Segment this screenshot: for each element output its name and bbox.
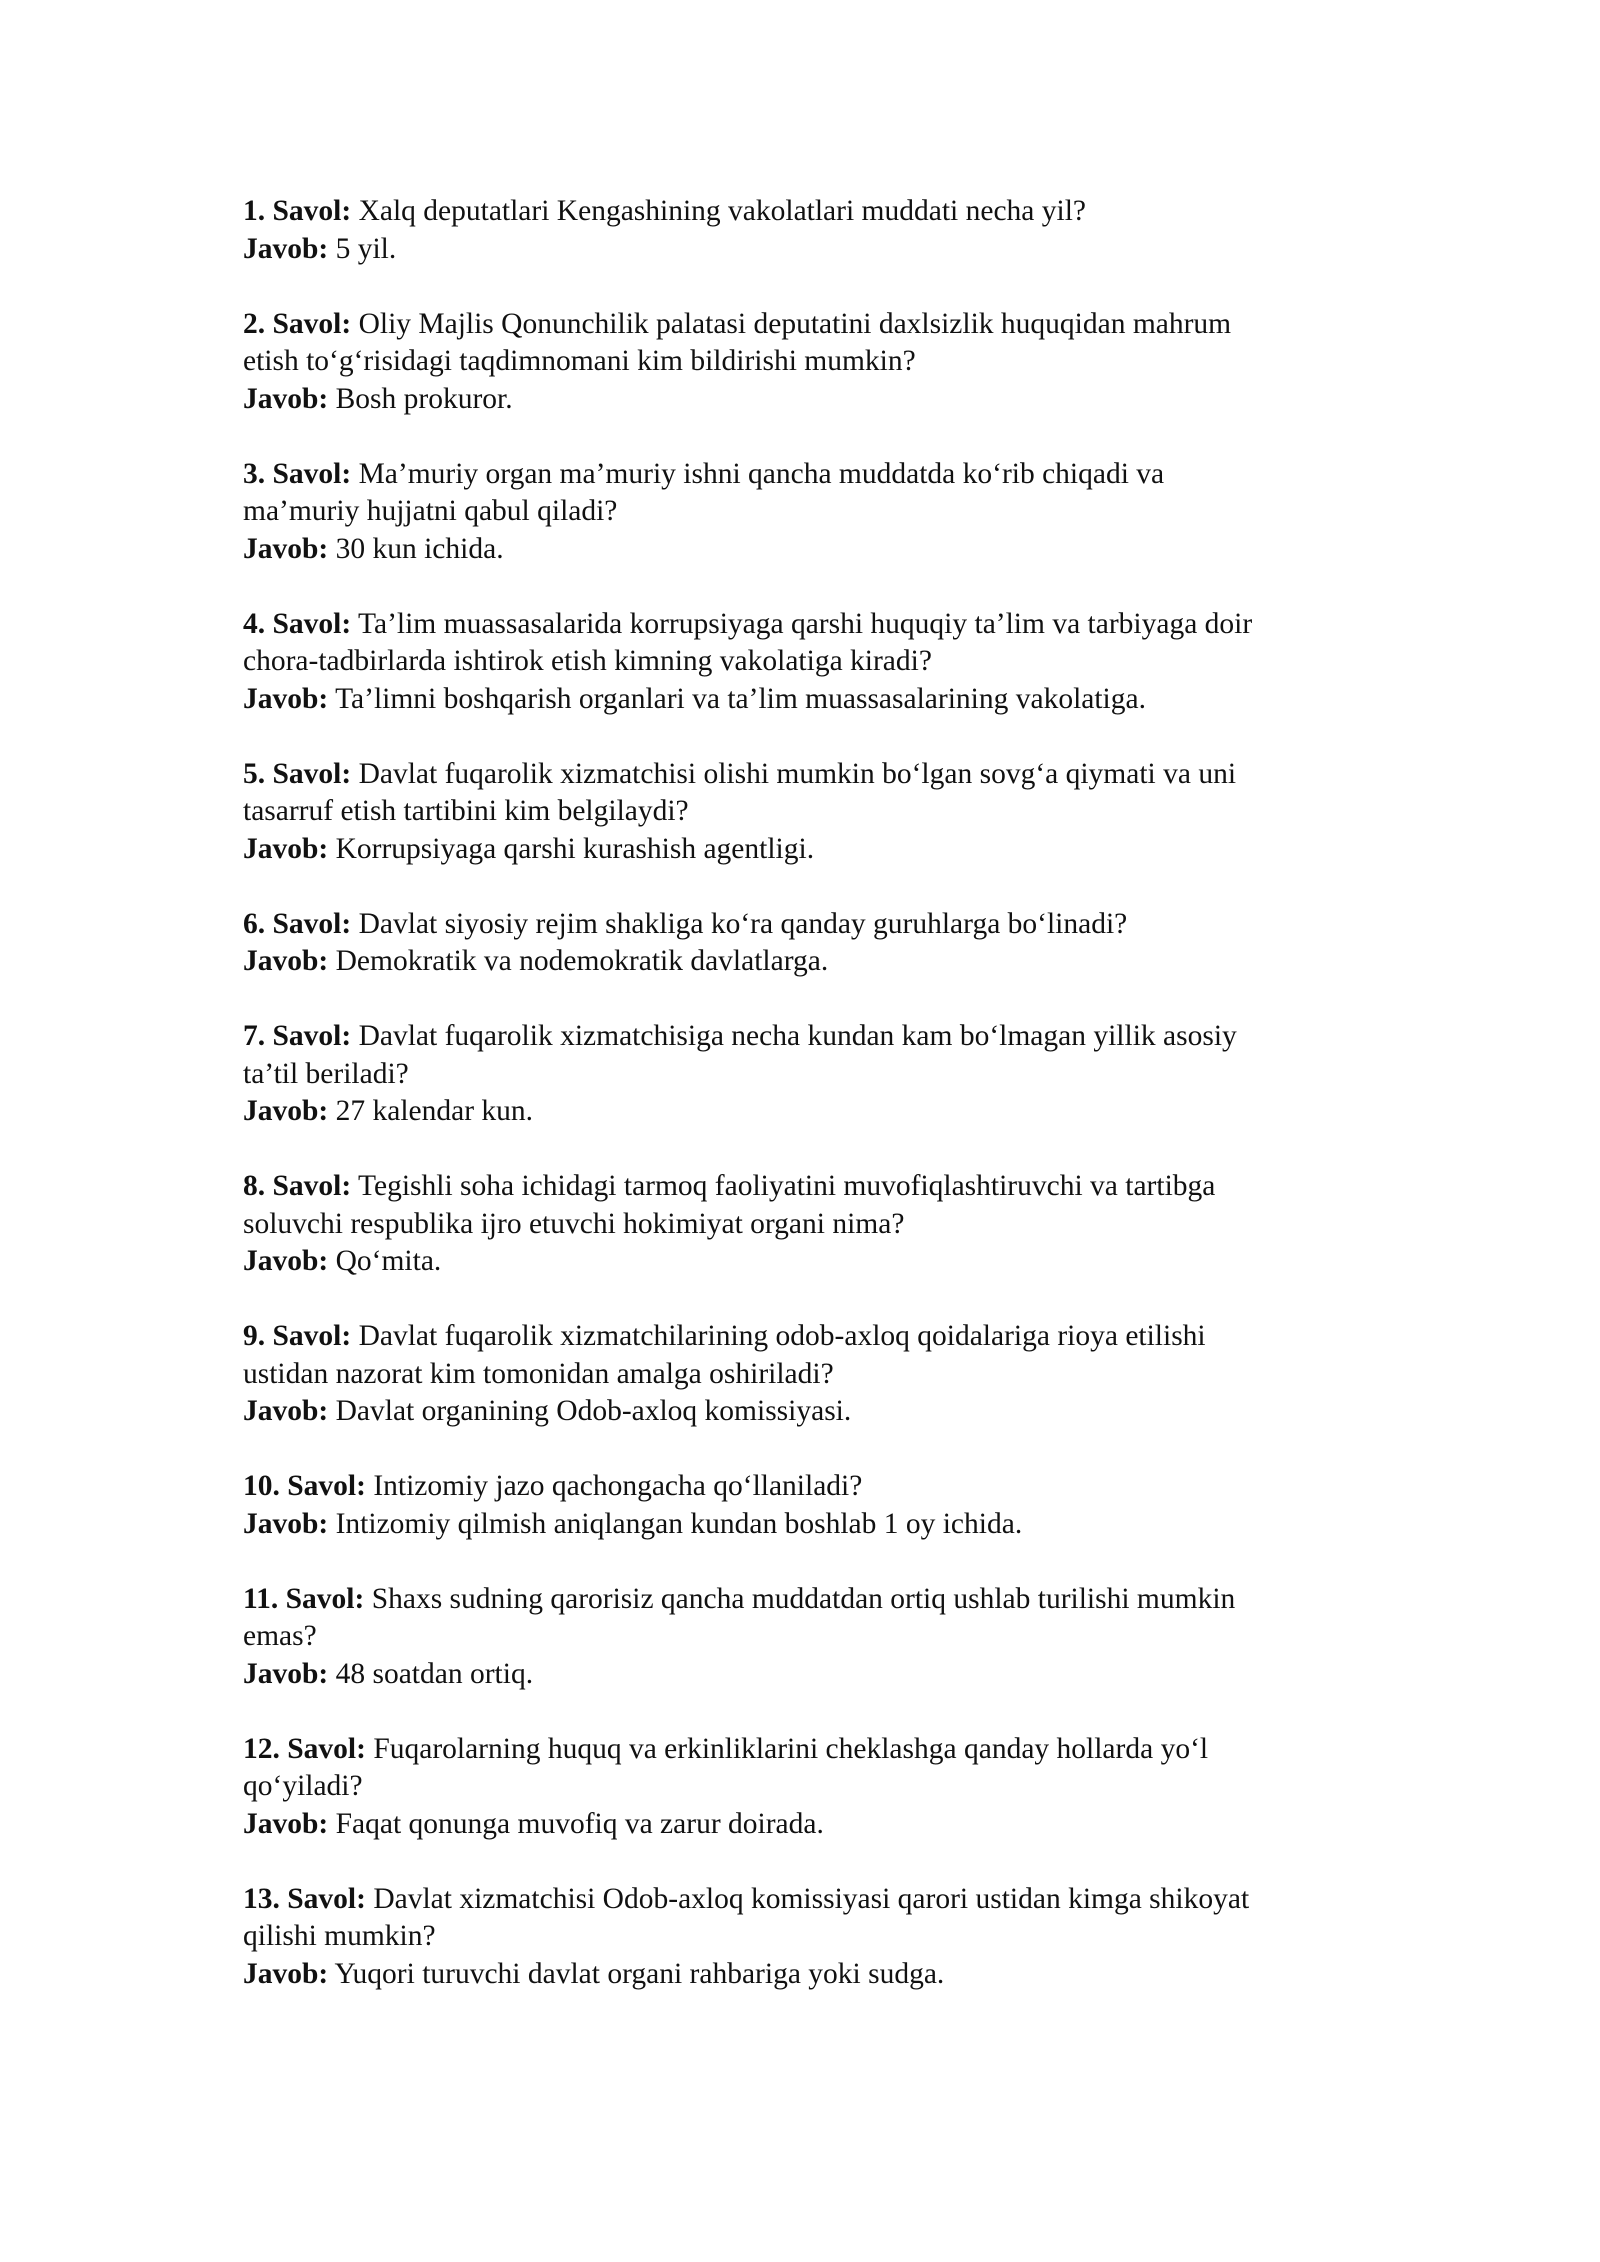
question-continuation [243, 643, 1383, 681]
question-line [243, 1168, 1383, 1206]
question-continuation [243, 1768, 1383, 1806]
answer-line [243, 381, 1383, 419]
question-text: Tegishli soha ichidagi tarmoq faoliyatini muvofiqlashtiruvchi va tartibga [358, 1170, 1216, 1202]
qa-item [243, 456, 1383, 569]
answer-line [243, 1093, 1383, 1131]
answer-label: Javob: [243, 1245, 329, 1277]
question-line [243, 193, 1383, 231]
question-label: 7. Savol: [243, 1020, 352, 1052]
question-text: emas? [243, 1620, 317, 1652]
question-line [243, 1468, 1383, 1506]
answer-text: Bosh prokuror. [335, 382, 513, 415]
question-line [243, 1881, 1383, 1919]
qa-item [243, 193, 1383, 268]
answer-line [243, 681, 1383, 719]
question-label: 11. Savol: [243, 1582, 365, 1615]
qa-item [243, 606, 1383, 719]
answer-label: Javob: [243, 382, 329, 415]
question-label: 3. Savol: [243, 457, 352, 490]
answer-text: Intizomiy qilmish aniqlangan kundan boshlab 1 oy ichida. [335, 1507, 1023, 1540]
answer-line [243, 1956, 1383, 1994]
question-line [243, 1731, 1383, 1769]
question-continuation [243, 1206, 1383, 1244]
qa-item [243, 306, 1383, 419]
answer-label: Javob: [243, 682, 329, 715]
question-text: qo‘yiladi? [243, 1770, 363, 1802]
question-text: ta’til beriladi? [243, 1057, 409, 1090]
question-label: 6. Savol: [243, 907, 352, 940]
qa-item [243, 1731, 1383, 1844]
question-line [243, 456, 1383, 494]
question-label: 4. Savol: [243, 607, 352, 640]
question-text: Fuqarolarning huquq va erkinliklarini cheklashga qanday hollarda yo‘l [373, 1732, 1209, 1765]
answer-label: Javob: [243, 832, 329, 865]
answer-label: Javob: [243, 1807, 329, 1840]
answer-label: Javob: [243, 1395, 329, 1427]
answer-text: Ta’limni boshqarish organlari va ta’lim muassasalarining vakolatiga. [335, 682, 1146, 715]
qa-item [243, 1018, 1383, 1131]
answer-text: 5 yil. [335, 232, 397, 265]
question-text: ma’muriy hujjatni qabul qiladi? [243, 495, 618, 527]
question-label: 8. Savol: [243, 1170, 352, 1202]
answer-text: 27 kalendar kun. [335, 1095, 534, 1127]
question-line [243, 1318, 1383, 1356]
document-page [243, 193, 1383, 2031]
qa-item [243, 1881, 1383, 1994]
question-text: Shaxs sudning qarorisiz qancha muddatdan ortiq ushlab turilishi mumkin [371, 1582, 1236, 1615]
question-text: Davlat siyosiy rejim shakliga ko‘ra qanday guruhlarga bo‘linadi? [358, 907, 1128, 940]
qa-item [243, 756, 1383, 869]
answer-label: Javob: [243, 1507, 329, 1540]
question-label: 12. Savol: [243, 1732, 366, 1765]
answer-label: Javob: [243, 1095, 329, 1127]
question-text: Oliy Majlis Qonunchilik palatasi deputatini daxlsizlik huquqidan mahrum [358, 307, 1232, 340]
question-line [243, 606, 1383, 644]
answer-line [243, 1806, 1383, 1844]
question-label: 1. Savol: [243, 195, 352, 227]
question-text: qilishi mumkin? [243, 1920, 436, 1952]
qa-item [243, 1168, 1383, 1281]
question-continuation [243, 1618, 1383, 1656]
question-text: ustidan nazorat kim tomonidan amalga oshiriladi? [243, 1357, 834, 1390]
qa-item [243, 1581, 1383, 1694]
answer-line [243, 1243, 1383, 1281]
question-continuation [243, 1918, 1383, 1956]
question-text: Davlat xizmatchisi Odob-axloq komissiyasi qarori ustidan kimga shikoyat [373, 1882, 1250, 1915]
question-label: 13. Savol: [243, 1882, 366, 1915]
answer-line [243, 531, 1383, 569]
qa-item [243, 1468, 1383, 1543]
question-continuation [243, 493, 1383, 531]
answer-line [243, 831, 1383, 869]
answer-text: Demokratik va nodemokratik davlatlarga. [335, 945, 829, 977]
question-label: 5. Savol: [243, 757, 352, 790]
answer-text: Davlat organining Odob-axloq komissiyasi. [335, 1395, 852, 1427]
question-line [243, 906, 1383, 944]
question-continuation [243, 1056, 1383, 1094]
question-line [243, 1018, 1383, 1056]
question-continuation [243, 793, 1383, 831]
answer-text: 48 soatdan ortiq. [335, 1657, 534, 1690]
question-text: Xalq deputatlari Kengashining vakolatlari muddati necha yil? [358, 195, 1086, 227]
question-text: etish to‘g‘risidagi taqdimnomani kim bildirishi mumkin? [243, 345, 916, 377]
question-continuation [243, 343, 1383, 381]
answer-line [243, 231, 1383, 269]
answer-text: Faqat qonunga muvofiq va zarur doirada. [335, 1807, 824, 1840]
question-line [243, 756, 1383, 794]
question-label: 9. Savol: [243, 1320, 352, 1352]
question-line [243, 306, 1383, 344]
answer-line [243, 1506, 1383, 1544]
question-continuation [243, 1356, 1383, 1394]
answer-label: Javob: [243, 232, 329, 265]
answer-text: Qo‘mita. [335, 1245, 442, 1277]
question-text: Intizomiy jazo qachongacha qo‘llaniladi? [373, 1470, 863, 1502]
answer-line [243, 1393, 1383, 1431]
question-text: soluvchi respublika ijro etuvchi hokimiyat organi nima? [243, 1207, 905, 1240]
answer-label: Javob: [243, 945, 329, 977]
question-text: tasarruf etish tartibini kim belgilaydi? [243, 795, 689, 827]
question-text: Ta’lim muassasalarida korrupsiyaga qarshi huquqiy ta’lim va tarbiyaga doir [358, 607, 1253, 640]
question-text: Davlat fuqarolik xizmatchilarining odob-axloq qoidalariga rioya etilishi [358, 1320, 1206, 1352]
question-text: Ma’muriy organ ma’muriy ishni qancha muddatda ko‘rib chiqadi va [358, 457, 1165, 490]
answer-label: Javob: [243, 1957, 329, 1990]
qa-item [243, 1318, 1383, 1431]
answer-label: Javob: [243, 1657, 329, 1690]
question-text: chora-tadbirlarda ishtirok etish kimning vakolatiga kiradi? [243, 645, 932, 677]
answer-text: 30 kun ichida. [335, 532, 504, 565]
answer-text: Korrupsiyaga qarshi kurashish agentligi. [335, 832, 815, 865]
question-text: Davlat fuqarolik xizmatchisi olishi mumkin bo‘lgan sovg‘a qiymati va uni [358, 757, 1237, 790]
answer-label: Javob: [243, 532, 329, 565]
question-label: 10. Savol: [243, 1470, 366, 1502]
question-label: 2. Savol: [243, 307, 352, 340]
question-line [243, 1581, 1383, 1619]
question-text: Davlat fuqarolik xizmatchisiga necha kundan kam bo‘lmagan yillik asosiy [358, 1020, 1237, 1052]
qa-item [243, 906, 1383, 981]
answer-line [243, 943, 1383, 981]
answer-line [243, 1656, 1383, 1694]
answer-text: Yuqori turuvchi davlat organi rahbariga yoki sudga. [334, 1957, 945, 1990]
